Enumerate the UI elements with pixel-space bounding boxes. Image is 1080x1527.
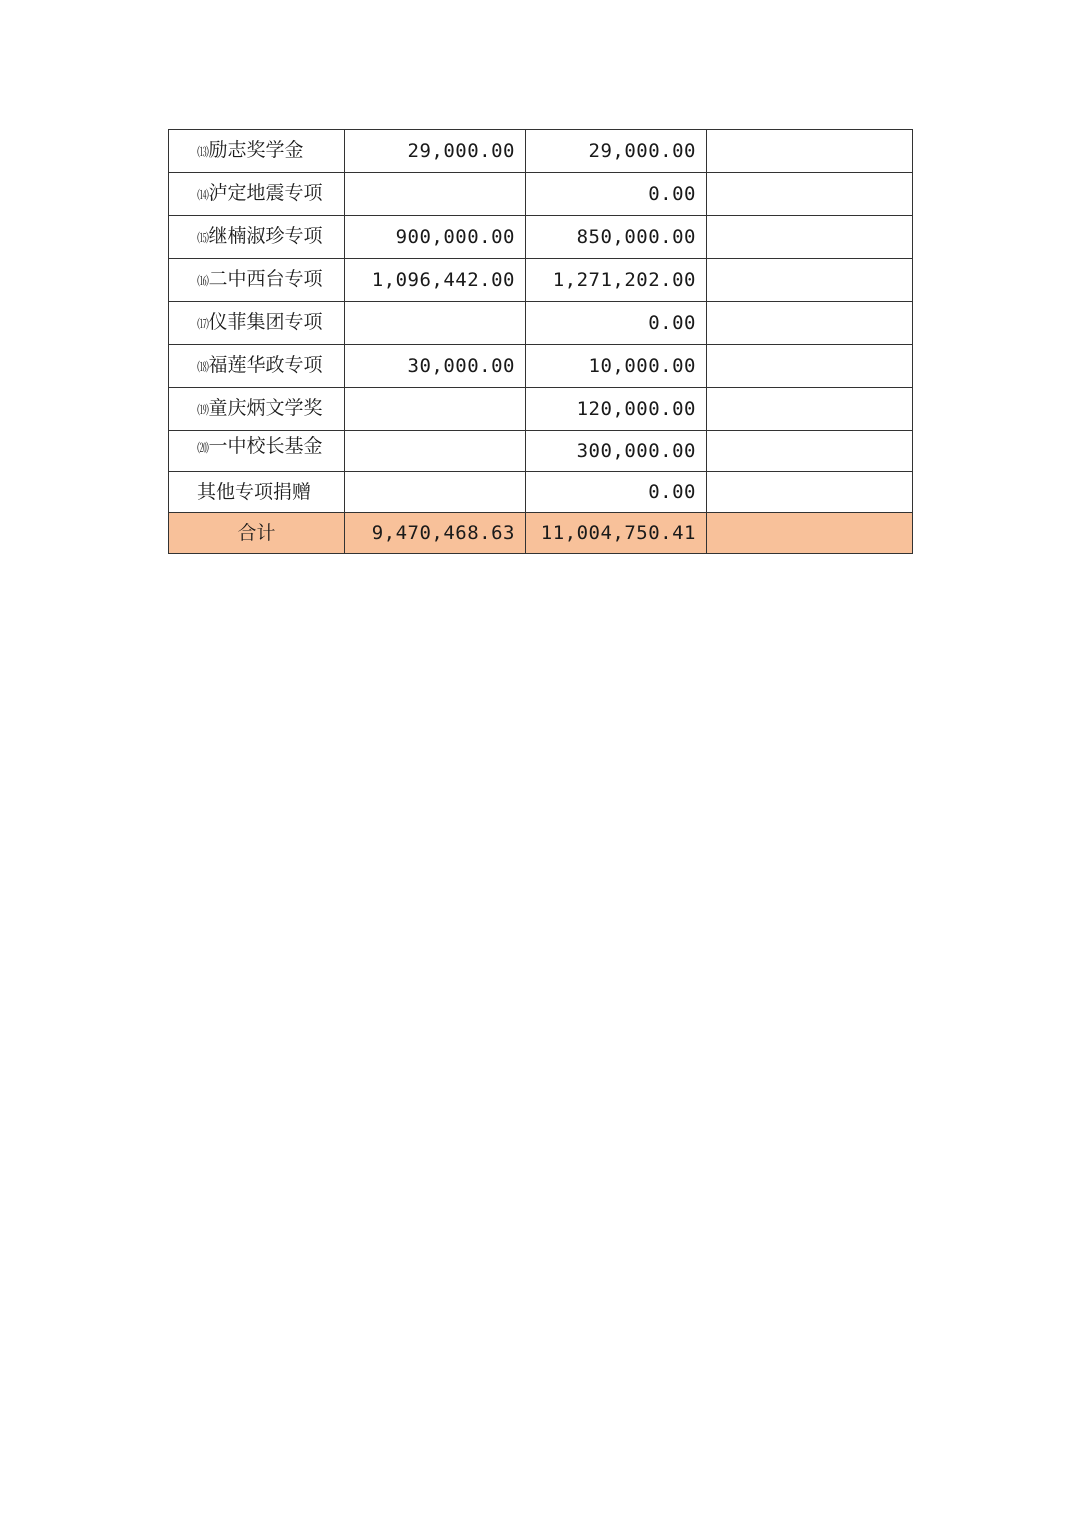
table-row — [169, 388, 913, 431]
amount-cell — [345, 173, 526, 216]
donation-table — [168, 129, 913, 554]
amount-cell: 30,000.00 — [345, 345, 526, 388]
item-name: 继楠淑珍专项 — [208, 225, 323, 247]
row-label — [169, 216, 345, 259]
blank-cell — [707, 259, 913, 302]
table-row — [169, 345, 913, 388]
amount-cell: 1,096,442.00 — [345, 259, 526, 302]
amount-cell — [345, 431, 526, 472]
blank-cell — [707, 173, 913, 216]
table-row — [169, 130, 913, 173]
row-label — [169, 302, 345, 345]
table-row — [169, 259, 913, 302]
amount-cell: 29,000.00 — [526, 130, 707, 173]
amount-cell: 0.00 — [526, 173, 707, 216]
blank-cell — [707, 513, 913, 554]
table-row — [169, 173, 913, 216]
row-label — [169, 259, 345, 302]
table-row — [169, 302, 913, 345]
item-number: ⒆ — [197, 403, 209, 417]
amount-cell: 900,000.00 — [345, 216, 526, 259]
item-name: 二中西台专项 — [208, 268, 323, 290]
amount-cell — [345, 302, 526, 345]
amount-cell: 1,271,202.00 — [526, 259, 707, 302]
table-row — [169, 216, 913, 259]
blank-cell — [707, 472, 913, 513]
item-name: 童庆炳文学奖 — [208, 397, 323, 419]
amount-cell: 29,000.00 — [345, 130, 526, 173]
amount-cell: 850,000.00 — [526, 216, 707, 259]
item-name: 仪菲集团专项 — [208, 311, 323, 333]
row-label — [169, 388, 345, 431]
row-label — [169, 173, 345, 216]
item-name: 泸定地震专项 — [208, 182, 323, 204]
amount-cell — [345, 388, 526, 431]
blank-cell — [707, 388, 913, 431]
item-name: 福莲华政专项 — [208, 354, 323, 376]
item-number: ⒇ — [197, 441, 209, 455]
amount-cell — [345, 472, 526, 513]
blank-cell — [707, 431, 913, 472]
total-amount-cell: 11,004,750.41 — [526, 513, 707, 554]
amount-cell: 300,000.00 — [526, 431, 707, 472]
row-label — [169, 130, 345, 173]
blank-cell — [707, 130, 913, 173]
item-number: ⒅ — [197, 360, 209, 374]
item-number: ⒃ — [197, 274, 209, 288]
table-row — [169, 431, 913, 472]
row-label: 其他专项捐赠 — [169, 472, 345, 513]
item-number: ⒂ — [197, 231, 209, 245]
amount-cell: 10,000.00 — [526, 345, 707, 388]
blank-cell — [707, 302, 913, 345]
item-name: 励志奖学金 — [208, 139, 304, 161]
blank-cell — [707, 345, 913, 388]
row-label — [169, 345, 345, 388]
total-amount-cell: 9,470,468.63 — [345, 513, 526, 554]
item-number: ⒀ — [197, 145, 209, 159]
total-label: 合计 — [169, 513, 345, 554]
row-label — [169, 431, 345, 472]
amount-cell: 0.00 — [526, 472, 707, 513]
blank-cell — [707, 216, 913, 259]
amount-cell: 0.00 — [526, 302, 707, 345]
item-name: 一中校长基金 — [208, 435, 323, 457]
total-row — [169, 513, 913, 554]
amount-cell: 120,000.00 — [526, 388, 707, 431]
item-number: ⒄ — [197, 317, 209, 331]
item-number: ⒁ — [197, 188, 209, 202]
table-row — [169, 472, 913, 513]
